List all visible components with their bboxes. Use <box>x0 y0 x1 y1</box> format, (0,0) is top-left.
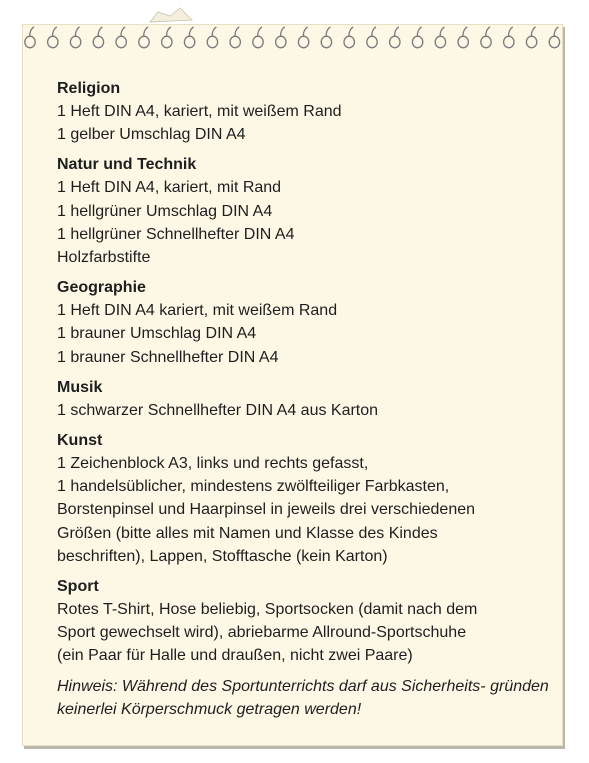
list-item: (ein Paar für Halle und draußen, nicht zwei Paare) <box>57 647 413 665</box>
list-item: 1 brauner Schnellhefter DIN A4 <box>57 348 279 366</box>
section-musik <box>57 376 552 422</box>
list-item: 1 gelber Umschlag DIN A4 <box>57 126 246 144</box>
section-geographie <box>57 276 552 369</box>
list-item: Rotes T-Shirt, Hose beliebig, Sportsocken (damit nach dem <box>57 601 478 619</box>
list-item: Größen (bitte alles mit Namen und Klasse des Kindes <box>57 524 438 542</box>
section-title: Natur und Technik <box>57 156 197 174</box>
list-item: 1 hellgrüner Umschlag DIN A4 <box>57 202 273 220</box>
section-kunst <box>57 429 552 568</box>
list-item: beschriften), Lappen, Stofftasche (kein Karton) <box>57 547 388 565</box>
section-sport <box>57 575 552 668</box>
section-religion <box>57 77 552 146</box>
list-item: 1 hellgrüner Schnellhefter DIN A4 <box>57 225 295 243</box>
list-item: 1 brauner Umschlag DIN A4 <box>57 325 257 343</box>
list-item: 1 handelsüblicher, mindestens zwölfteiliger Farbkasten, <box>57 478 450 496</box>
section-title: Sport <box>57 578 99 596</box>
section-title: Geographie <box>57 279 146 297</box>
section-title: Musik <box>57 378 103 396</box>
section-title: Kunst <box>57 432 103 450</box>
list-item: Borstenpinsel und Haarpinsel in jeweils drei verschiedenen <box>57 501 476 519</box>
list-item: Sport gewechselt wird), abriebarme Allround-Sportschuhe <box>57 624 467 642</box>
hint-line: Hinweis: Während des Sportunterrichts darf aus Sicherheits- <box>57 677 486 695</box>
section-natur-und-technik <box>57 153 552 269</box>
list-item: 1 Heft DIN A4 kariert, mit weißem Rand <box>57 302 338 320</box>
list-item: 1 Heft DIN A4, kariert, mit weißem Rand <box>57 103 342 120</box>
section-title: Religion <box>57 80 121 97</box>
safety-hint <box>57 675 552 721</box>
hint-line: gründen keinerlei Körperschmuck getragen werden! <box>57 677 549 718</box>
list-item: Holzfarbstifte <box>57 249 151 267</box>
list-item: 1 schwarzer Schnellhefter DIN A4 aus Karton <box>57 401 379 419</box>
list-item: 1 Heft DIN A4, kariert, mit Rand <box>57 179 282 197</box>
spiral-binding-icon <box>0 0 589 60</box>
supply-list <box>57 77 552 721</box>
list-item: 1 Zeichenblock A3, links und rechts gefasst, <box>57 455 369 473</box>
